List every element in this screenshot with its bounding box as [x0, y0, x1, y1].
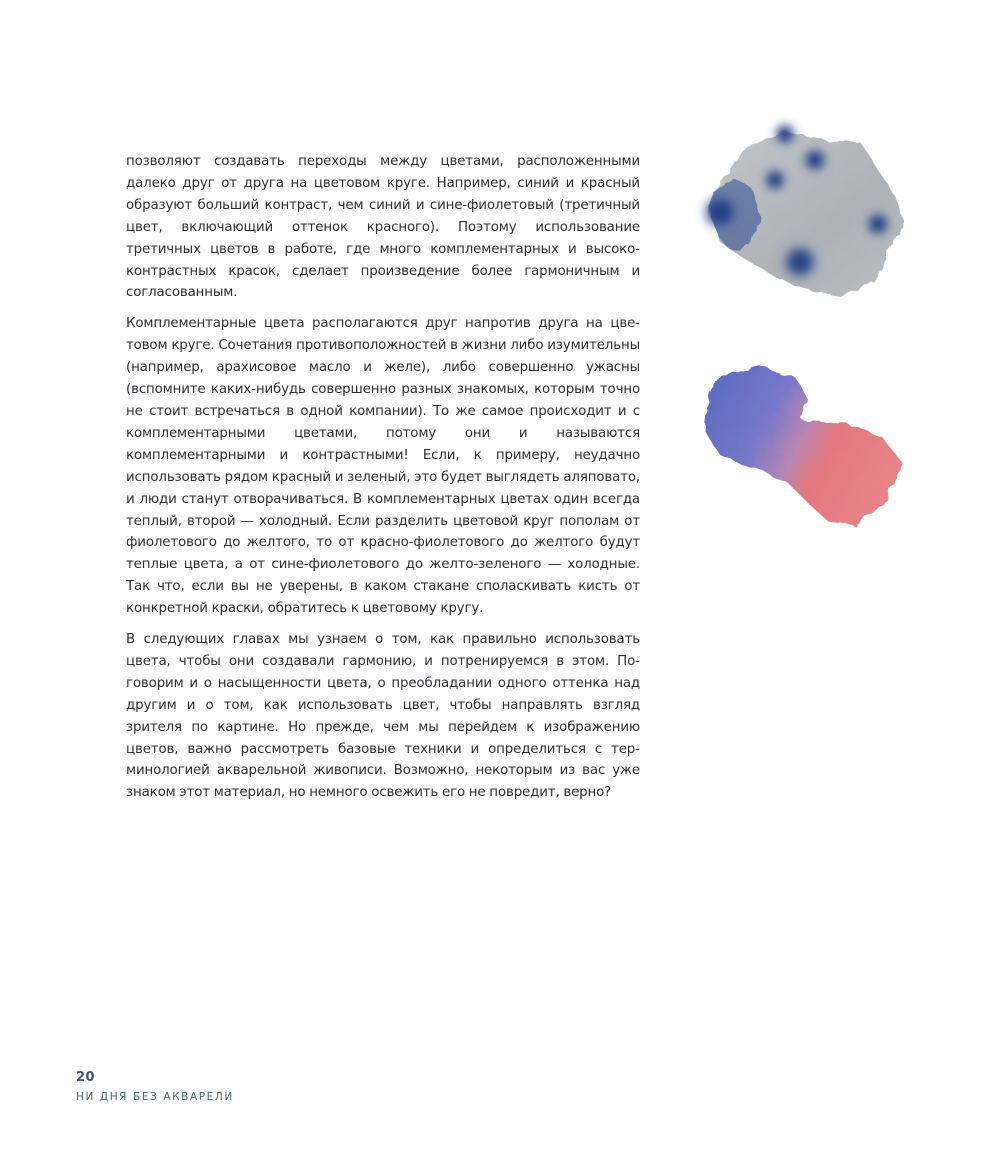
page-number: 20: [76, 1070, 96, 1085]
body-text: [126, 151, 640, 813]
watercolor-blue-spots-illustration: [690, 112, 930, 312]
paragraph-2: Комплементарные цвета располагаются друг напротив друга на цветовом круге. Сочетания противоположностей в жизни либо изумительны (например, арахисовое масло и желе), либо совершенно ужасны (вспомните каких-нибудь совершенно разных знакомых, которым точно не стоит встречаться в одной компании). То же самое происходит и с комплементарными цветами, потому они и называются комплементарными и контрастными! Если, к примеру, неудачно использовать рядом красный и зеленый, это будет выглядеть аляповато, и люди станут отворачиваться. В комплементарных цветах один всегда теплый, второй — холодный. Если разделить цветовой круг пополам от фиолетового до желтого, то от красно-фиолетового до желтого будут теплые цвета, а от сине-фиолетового до желто-зеленого — холодные. Так что, если вы не уверены, в каком стакане споласкивать кисть от конкретной краски, обратитесь к цветовому кругу.: [126, 316, 640, 617]
paragraph-3: В следующих главах мы узнаем о том, как правильно использовать цвета, чтобы они создавали гармонию, и потренируемся в этом. Поговорим и о насыщенности цвета, о преобладании одного оттенка над другим и о том, как использовать цвет, чтобы направлять взгляд зрителя по картине. Но прежде, чем мы перейдем к изображению цветов, важно рассмотреть базовые техники и определиться с терминологией акварельной живописи. Возможно, некоторым из вас уже знаком этот материал, но немного освежить его не повредит, верно?: [126, 632, 640, 801]
paragraph-1: позволяют создавать переходы между цветами, расположенными далеко друг от друга на цветовом круге. Например, синий и красный образуют больший контраст, чем синий и сине-фиолетовый (третичный цвет, включающий оттенок красного). Поэтому использование третичных цветов в работе, где много комплементарных и высококонтрастных красок, сделает произведение более гармоничным и согласованным.: [126, 154, 640, 301]
watercolor-purple-red-illustration: [690, 355, 915, 545]
running-title: НИ ДНЯ БЕЗ АКВАРЕЛИ: [76, 1091, 234, 1103]
page-footer: [76, 1070, 234, 1103]
